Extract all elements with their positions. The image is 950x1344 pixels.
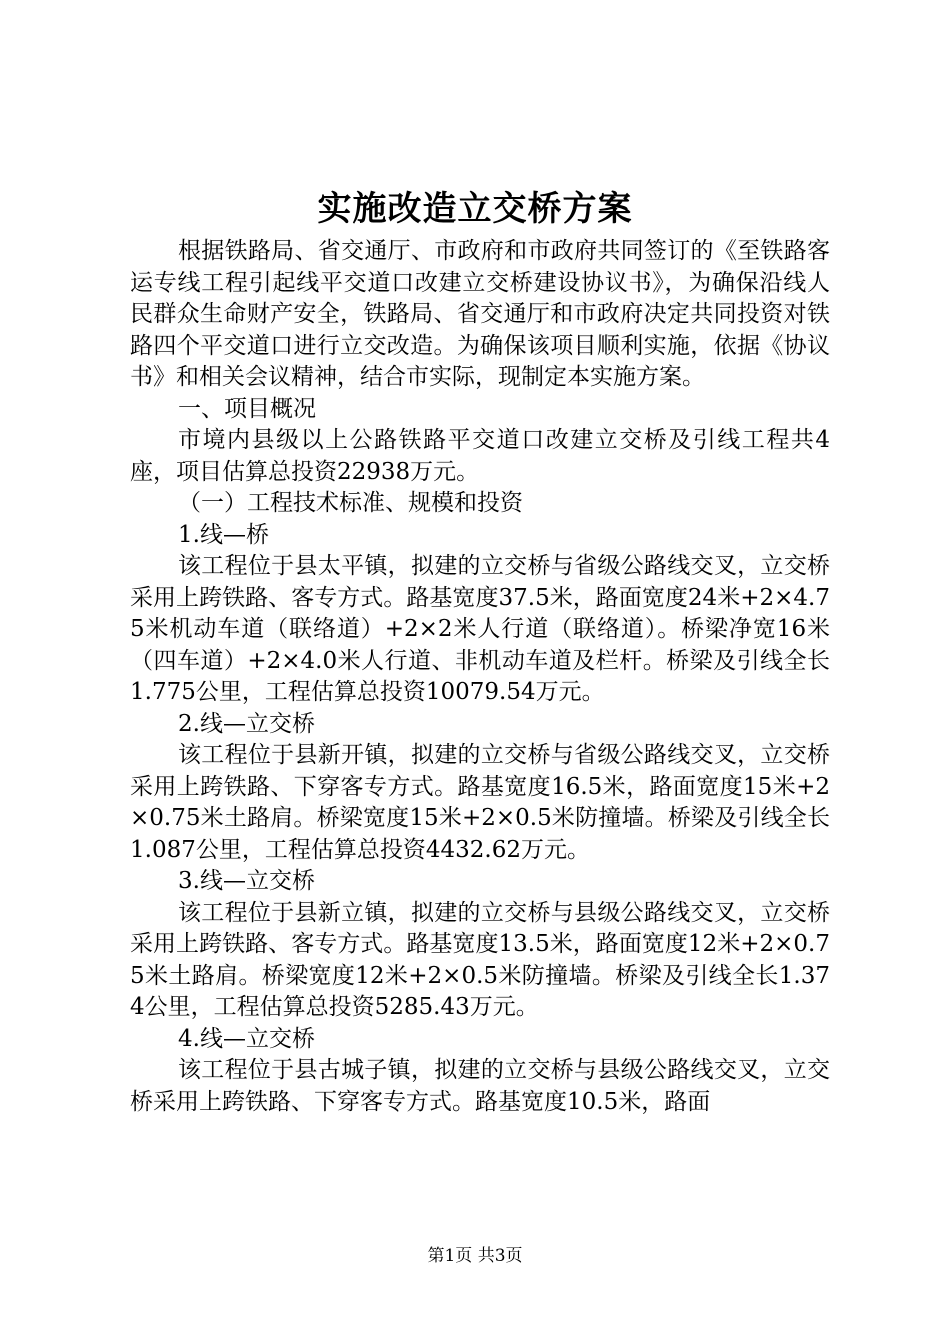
item-heading-3: 3.线—立交桥 — [178, 868, 315, 894]
page-number-footer: 第1页 共3页 — [427, 1246, 523, 1266]
item-paragraph-1: 该工程位于县太平镇，拟建的立交桥与省级公路线交叉，立交桥采用上跨铁路、客专方式。路基宽度37.5米，路面宽度24米+2×4.75米机动车道（联络道）+2×2米人行道（联络道）。桥梁净宽16米（四车道）+2×4.0米人行道、非机动车道及栏杆。桥梁及引线全长1.775公里，工程估算总投资10079.54万元。 — [130, 553, 830, 705]
overview-paragraph: 市境内县级以上公路铁路平交道口改建立交桥及引线工程共4座，项目估算总投资22938万元。 — [130, 427, 830, 485]
section-heading-overview: 一、项目概况 — [178, 395, 316, 422]
document-title: 实施改造立交桥方案 — [317, 189, 633, 229]
item-paragraph-3: 该工程位于县新立镇，拟建的立交桥与县级公路线交叉，立交桥采用上跨铁路、客专方式。路基宽度13.5米，路面宽度12米+2×0.75米土路肩。桥梁宽度12米+2×0.5米防撞墙。桥梁及引线全长1.374公里，工程估算总投资5285.43万元。 — [130, 899, 830, 1020]
document-body — [130, 236, 830, 1118]
subsection-heading-standards: （一）工程技术标准、规模和投资 — [178, 490, 523, 516]
item-paragraph-2: 该工程位于县新开镇，拟建的立交桥与省级公路线交叉，立交桥采用上跨铁路、下穿客专方式。路基宽度16.5米，路面宽度15米+2×0.75米土路肩。桥梁宽度15米+2×0.5米防撞墙。桥梁及引线全长1.087公里，工程估算总投资4432.62万元。 — [130, 742, 830, 863]
item-heading-4: 4.线—立交桥 — [178, 1025, 315, 1052]
item-paragraph-4: 该工程位于县古城子镇，拟建的立交桥与县级公路线交叉，立交桥采用上跨铁路、下穿客专方式。路基宽度10.5米，路面 — [130, 1057, 830, 1115]
intro-paragraph: 根据铁路局、省交通厅、市政府和市政府共同签订的《至铁路客运专线工程引起线平交道口改建立交桥建设协议书》，为确保沿线人民群众生命财产安全，铁路局、省交通厅和市政府决定共同投资对铁路四个平交道口进行立交改造。为确保该项目顺利实施，依据《协议书》和相关会议精神，结合市实际，现制定本实施方案。 — [130, 238, 830, 390]
item-heading-1: 1.线—桥 — [178, 521, 269, 548]
item-heading-2: 2.线—立交桥 — [178, 710, 315, 737]
